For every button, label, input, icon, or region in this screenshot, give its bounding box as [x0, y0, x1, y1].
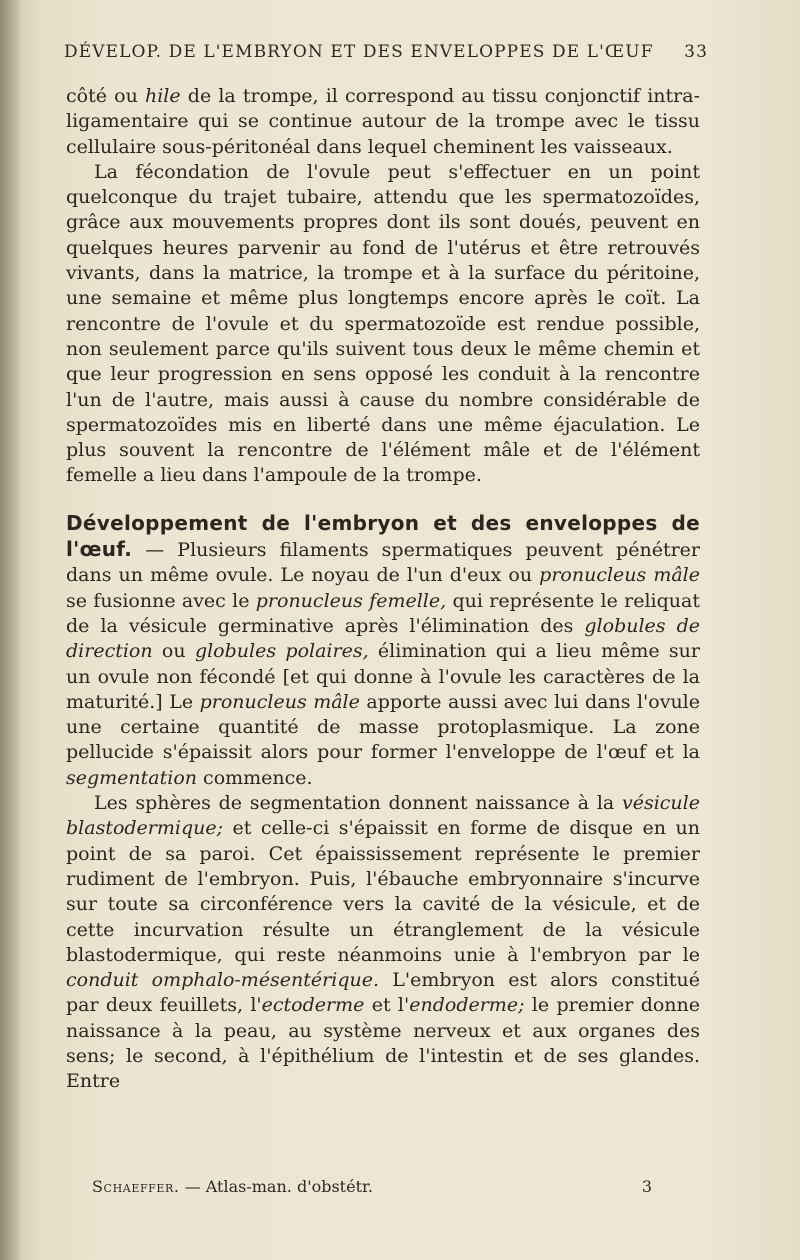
footer-citation: [92, 1177, 373, 1196]
text-run: — Plusieurs filaments spermatiques peuvent pénétrer dans un même ovule. Le noyau de l'un d'eux ou: [66, 539, 700, 587]
text-run: commence.: [197, 766, 313, 789]
text-run: élimination qui a lieu même sur un ovule non fécondé [et qui donne à l'ovule les caractères de la maturité.] Le: [66, 640, 700, 713]
text-run: de la trompe, il correspond au tissu conjonctif intra-ligamentaire qui se continue autour de la trompe avec le tissu cellulaire sous-péritonéal dans lequel cheminent les vaisseaux.: [66, 85, 700, 158]
text-run: Les sphères de segmentation donnent naissance à la: [94, 792, 622, 815]
italic-term: globules polaires,: [194, 640, 369, 663]
running-title: DÉVELOP. DE L'EMBRYON ET DES ENVELOPPES DE L'ŒUF: [64, 42, 654, 62]
italic-term: endoderme;: [409, 994, 525, 1017]
section-heading: Développement de l'embryon et des enveloppes de l'œuf.: [66, 510, 700, 562]
text-run: le premier donne naissance à la peau, au système nerveux et aux organes des sens; le second, à l'épithélium de l'intestin et de ses glandes. Entre: [66, 994, 701, 1093]
italic-term: pronucleus mâle: [539, 564, 700, 587]
paragraph-1: [66, 84, 700, 160]
text-run: côté ou: [66, 85, 145, 107]
body-text: [66, 84, 700, 1095]
text-run: ou: [152, 640, 195, 663]
italic-term: globules de direction: [66, 614, 700, 663]
italic-term: pronucleus mâle: [199, 690, 360, 713]
paragraph-4: [66, 791, 700, 1095]
footer-author: Schaeffer.: [92, 1177, 180, 1196]
italic-term: hile: [144, 85, 181, 107]
running-header: [64, 42, 714, 76]
text-run: qui représente le reliquat de la vésicule germinative après l'élimination des: [66, 589, 700, 637]
italic-term: conduit omphalo-mésentérique.: [66, 969, 380, 992]
italic-term: vésicule blastodermique;: [66, 792, 700, 840]
page-gutter-shadow: [0, 0, 22, 1260]
text-run: et celle-ci s'épaissit en forme de disque en un point de sa paroi. Cet épaississement représente le premier rudiment de l'embryon. Puis, l'ébauche embryonnaire s'incurve sur toute sa circonférence vers la cavité de la vésicule, et de cette incurvation résulte un étranglement de la vésicule blastodermique, qui reste néanmoins unie à l'embryon par le: [66, 817, 700, 966]
paragraph-3: [66, 511, 700, 791]
page-number: 33: [684, 42, 708, 62]
text-run: et l': [364, 994, 410, 1017]
text-run: La fécondation de l'ovule peut s'effectuer en un point quelconque du trajet tubaire, attendu que les spermatozoïdes, grâce aux mouvements propres dont ils sont doués, peuvent en quelques heures parvenir au fond de l'utérus et être retrouvés vivants, dans la matrice, la trompe et à la surface du péritoine, une semaine et même plus longtemps encore après le coït. La rencontre de l'ovule et du spermatozoïde est rendue possible, non seulement parce qu'ils suivent tous deux le même chemin et que leur progression en sens opposé les conduit à la rencontre l'un de l'autre, mais aussi à cause du nombre considérable de spermatozoïdes mis en liberté dans une même éjaculation. Le plus souvent la rencontre de l'élément mâle et de l'élément femelle a lieu dans l'ampoule de la trompe.: [66, 160, 700, 487]
page-footer: [92, 1177, 652, 1203]
signature-mark: 3: [641, 1177, 652, 1196]
paragraph-2: [66, 160, 700, 489]
text-run: se fusionne avec le: [66, 589, 256, 612]
italic-term: pronucleus femelle,: [255, 589, 447, 612]
text-run: L'embryon est alors constitué par deux feuillets, l': [66, 969, 700, 1017]
text-run: apporte aussi avec lui dans l'ovule une certaine quantité de masse protoplasmique. La zone pellucide s'épaissit alors pour former l'enveloppe de l'œuf et la: [66, 690, 701, 764]
italic-term: segmentation: [66, 766, 198, 789]
italic-term: ectoderme: [261, 994, 365, 1017]
footer-book-title: — Atlas-man. d'obstétr.: [179, 1177, 373, 1196]
